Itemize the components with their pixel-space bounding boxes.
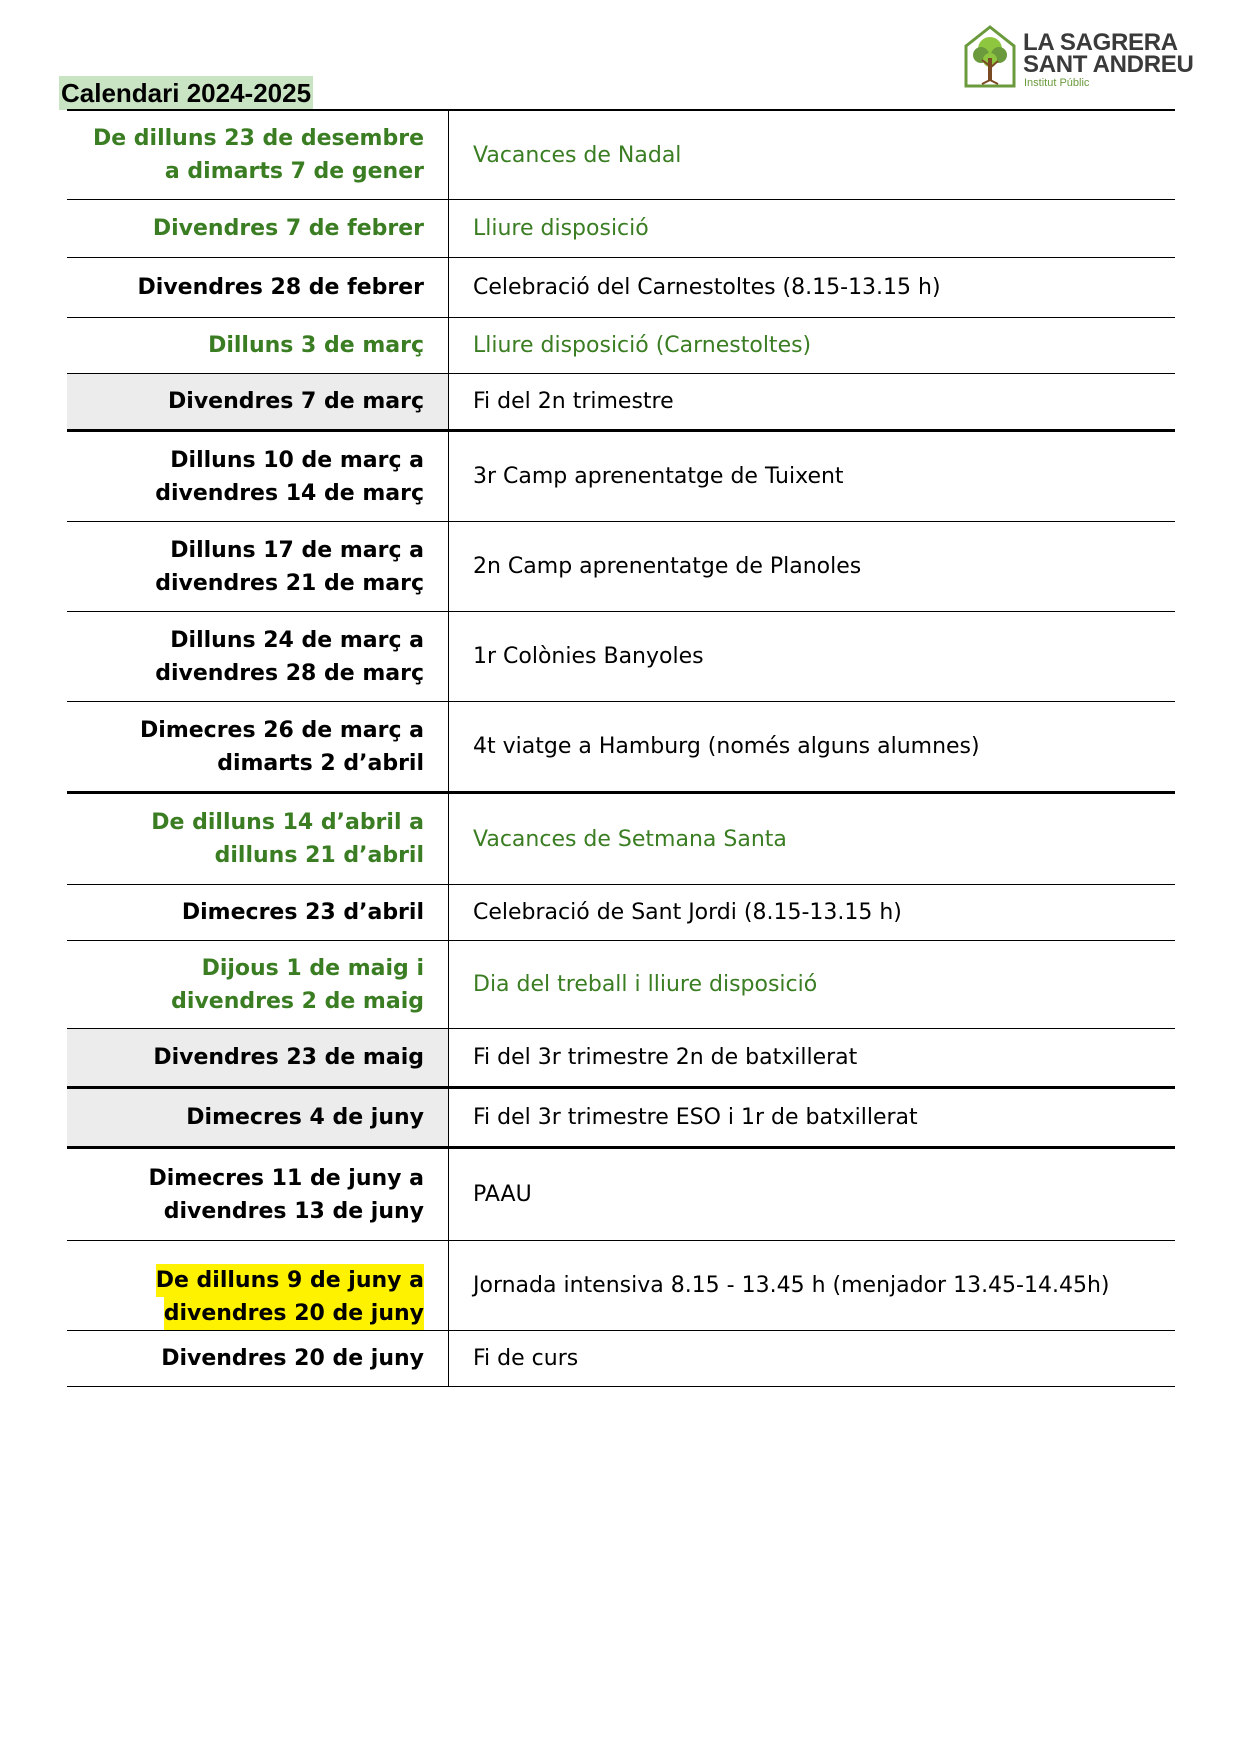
event-cell: 3r Camp aprenentatge de Tuixent xyxy=(473,464,844,489)
date-cell: Divendres 7 de març xyxy=(67,374,449,429)
tree-house-logo-icon xyxy=(963,24,1017,90)
event-cell: Vacances de Nadal xyxy=(473,142,682,168)
date-cell: De dilluns 14 d’abril a dilluns 21 d’abril xyxy=(67,794,449,884)
date-cell: Divendres 20 de juny xyxy=(67,1331,449,1386)
table-row xyxy=(67,522,1175,612)
event-cell: Lliure disposició xyxy=(473,216,649,241)
calendar-table xyxy=(67,109,1175,1387)
event-cell: Dia del treball i lliure disposició xyxy=(473,972,818,997)
logo-line2: SANT ANDREU xyxy=(1023,51,1194,78)
event-cell: Fi del 2n trimestre xyxy=(473,389,674,414)
date-cell: Divendres 28 de febrer xyxy=(67,258,449,317)
date-cell xyxy=(67,1241,449,1330)
date-cell: Dimecres 4 de juny xyxy=(67,1089,449,1146)
table-row xyxy=(67,612,1175,702)
logo-line1: LA SAGRERA xyxy=(1023,29,1178,56)
event-cell: Fi del 3r trimestre 2n de batxillerat xyxy=(473,1045,858,1070)
table-row xyxy=(67,258,1175,318)
event-cell: Celebració del Carnestoltes (8.15-13.15 h) xyxy=(473,275,941,300)
page-title: Calendari 2024-2025 xyxy=(61,78,312,108)
table-row xyxy=(67,111,1175,200)
event-cell: 1r Colònies Banyoles xyxy=(473,644,704,669)
event-cell: Lliure disposició (Carnestoltes) xyxy=(473,333,812,358)
date-cell: Dimecres 23 d’abril xyxy=(67,885,449,940)
table-row xyxy=(67,702,1175,794)
table-row xyxy=(67,200,1175,258)
event-cell: 2n Camp aprenentatge de Planoles xyxy=(473,554,862,579)
table-row xyxy=(67,1331,1175,1387)
date-cell: Dimecres 26 de març a dimarts 2 d’abril xyxy=(67,702,449,791)
logo-subtitle: Institut Públic xyxy=(1024,77,1090,89)
event-cell: Fi de curs xyxy=(473,1346,579,1371)
event-cell: Vacances de Setmana Santa xyxy=(473,826,787,852)
date-cell: Dijous 1 de maig i divendres 2 de maig xyxy=(67,941,449,1028)
date-cell: Dilluns 3 de març xyxy=(67,318,449,373)
event-cell: PAAU xyxy=(473,1182,532,1207)
table-row xyxy=(67,1089,1175,1149)
date-cell: Dilluns 10 de març a divendres 14 de març xyxy=(67,432,449,521)
table-row xyxy=(67,794,1175,885)
date-cell: Divendres 23 de maig xyxy=(67,1029,449,1086)
table-row xyxy=(67,885,1175,941)
table-row xyxy=(67,1149,1175,1241)
event-cell: 4t viatge a Hamburg (només alguns alumnes) xyxy=(473,734,980,759)
date-cell: Divendres 7 de febrer xyxy=(67,200,449,257)
table-row xyxy=(67,374,1175,432)
date-cell: De dilluns 23 de desembre a dimarts 7 de gener xyxy=(67,111,449,199)
event-cell: Jornada intensiva 8.15 - 13.45 h (menjador 13.45-14.45h) xyxy=(473,1273,1110,1298)
highlighted-date-line: De dilluns 9 de juny a xyxy=(156,1264,424,1297)
table-row xyxy=(67,1029,1175,1089)
date-cell: Dilluns 17 de març a divendres 21 de març xyxy=(67,522,449,611)
table-row xyxy=(67,1241,1175,1331)
event-cell: Celebració de Sant Jordi (8.15-13.15 h) xyxy=(473,900,902,925)
date-cell: Dimecres 11 de juny a divendres 13 de juny xyxy=(67,1149,449,1240)
highlighted-date-line: divendres 20 de juny xyxy=(164,1297,424,1330)
date-cell: Dilluns 24 de març a divendres 28 de març xyxy=(67,612,449,701)
table-row xyxy=(67,432,1175,522)
table-row xyxy=(67,318,1175,374)
event-cell: Fi del 3r trimestre ESO i 1r de batxillerat xyxy=(473,1105,918,1130)
school-logo xyxy=(963,24,1203,92)
table-row xyxy=(67,941,1175,1029)
